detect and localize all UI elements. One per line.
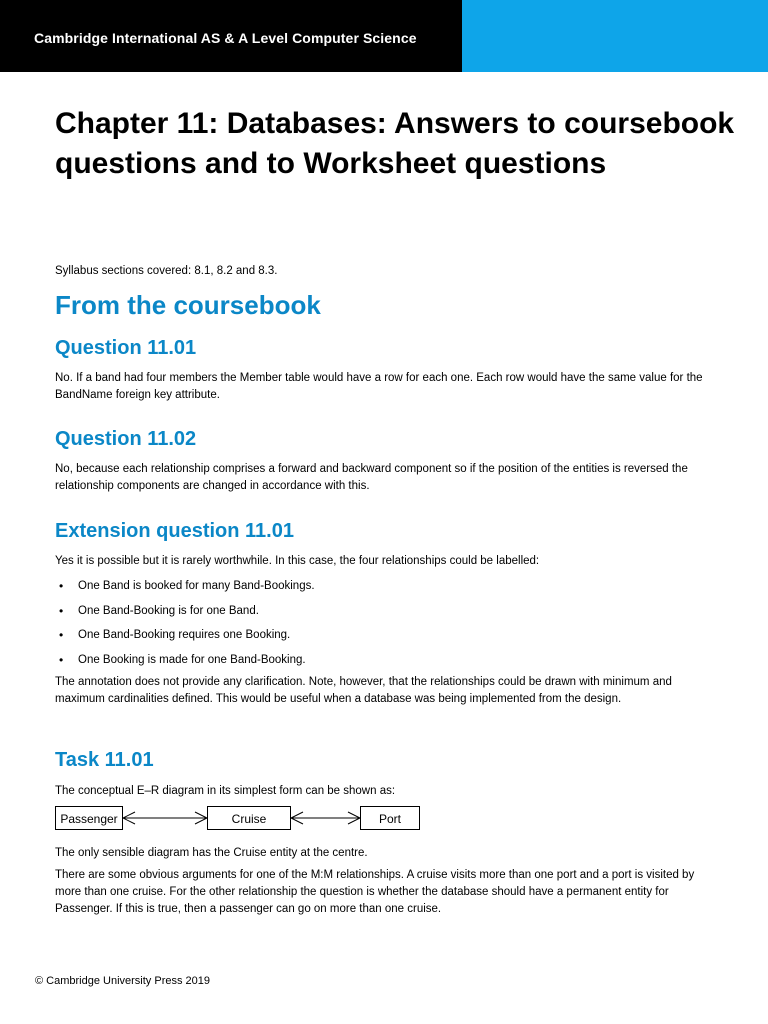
question-11-01-heading: Question 11.01 <box>55 337 197 359</box>
header-blue-band <box>462 0 768 72</box>
task-intro: The conceptual E–R diagram in its simplest form can be shown as: <box>55 785 396 797</box>
task-diagram-comment: The only sensible diagram has the Cruise entity at the centre. <box>55 847 368 859</box>
list-item: • One Band-Booking requires one Booking. <box>59 628 291 642</box>
list-item: • One Booking is made for one Band-Booking. <box>59 652 306 667</box>
extension-question-heading: Extension question 11.01 <box>55 520 294 542</box>
section-heading: From the coursebook <box>55 290 321 320</box>
header-title: Cambridge International AS & A Level Computer Science <box>34 30 417 46</box>
extension-intro: Yes it is possible but it is rarely worthwhile. In this case, the four relationships could be labelled: <box>55 555 540 567</box>
question-11-02-heading: Question 11.02 <box>55 428 197 450</box>
page-header <box>0 0 768 72</box>
task-discussion: There are some obvious arguments for one of the M:M relationships. A cruise visits more than one port and a port is visited by more than one cruise. For the other relationship the question is whether the database should have a permanent entity for Passenger. If this is true, then a passenger can go on more than one cruise. <box>55 869 695 915</box>
relationship-list <box>55 578 695 676</box>
syllabus-line: Syllabus sections covered: 8.1, 8.2 and 8.3. <box>55 265 278 277</box>
question-11-02-answer: No, because each relationship comprises a forward and backward component so if the position of the entities is reversed the relationship components are changed in accordance with this. <box>55 463 688 492</box>
list-item: • One Band is booked for many Band-Bookings. <box>59 579 315 593</box>
er-diagram <box>55 806 425 832</box>
copyright-footer: © Cambridge University Press 2019 <box>35 975 211 987</box>
list-item: • One Band-Booking is for one Band. <box>59 603 259 618</box>
bullet-icon: • <box>59 652 64 667</box>
entity-passenger: Passenger <box>55 806 123 830</box>
bullet-icon: • <box>59 603 64 618</box>
bullet-icon: • <box>59 579 64 593</box>
task-11-01-heading: Task 11.01 <box>55 749 154 771</box>
question-11-01-answer: No. If a band had four members the Member table would have a row for each one. Each row would have the same value for the BandName foreign key attribute. <box>55 372 703 401</box>
entity-port: Port <box>360 806 420 830</box>
extension-note: The annotation does not provide any clarification. Note, however, that the relationships could be drawn with minimum and maximum cardinalities defined. This would be useful when a database was being implemented from the design. <box>55 676 672 705</box>
bullet-icon: • <box>59 628 64 642</box>
entity-cruise: Cruise <box>207 806 291 830</box>
chapter-title: Chapter 11: Databases: Answers to coursebook questions and to Worksheet questions <box>55 107 735 180</box>
